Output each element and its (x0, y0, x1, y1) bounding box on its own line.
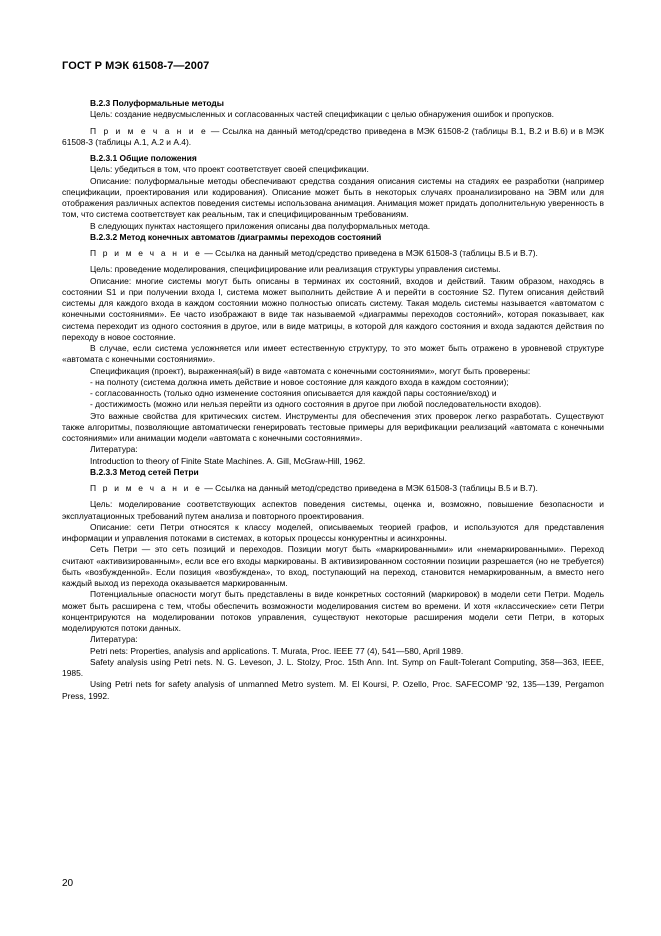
section-heading: В.2.3 Полуформальные методы (90, 98, 224, 108)
note-text: — Ссылка на данный метод/средство приведена в МЭК 61508-3 (таблицы В.5 и В.7). (202, 483, 538, 493)
section-heading: В.2.3.1 Общие положения (90, 153, 197, 163)
body-paragraph: В следующих пунктах настоящего приложения описаны два полуформальных метода. (90, 220, 431, 231)
note-label: П р и м е ч а н и е (90, 483, 203, 493)
body-paragraph: Introduction to theory of Finite State Machines. A. Gill, McGraw-Hill, 1962. (90, 455, 366, 466)
note-paragraph (62, 248, 604, 259)
body-paragraph: Сеть Петри — это сеть позиций и переходов. Позиции могут быть «маркированными» или «немаркированными». Переход считают «активизированным», если все его входы маркированы. В активизированном состоянии позиции разрешается (но не требуется) быть «возбужденной». Если позиция «возбуждена», то вход, поступающий на переход, становится немаркированным, а вместо него каждый выход из перехода оказывается маркированным. (62, 544, 604, 588)
section-heading: В.2.3.2 Метод конечных автоматов /диаграммы переходов состояний (90, 231, 382, 242)
note-paragraph (62, 126, 604, 149)
body-paragraph: Цель: убедиться в том, что проект соответствует своей спецификации. (90, 164, 369, 175)
body-paragraph: Цель: проведение моделирования, специфицирование или реализация структуры управления системы. (90, 264, 501, 275)
note-label: П р и м е ч а н и е (90, 125, 208, 136)
body-paragraph: Потенциальные опасности могут быть представлены в виде конкретных состояний (маркировок) в модели сети Петри. Модель может быть расширена с тем, чтобы обеспечить возможности моделирования систем во времени. И хотя «классические» сети Петри концентрируются на моделировании потоков управления, существуют некоторые расширения модели сети Петри, в которых моделируются потоки данных. (62, 589, 604, 633)
body-paragraph: Safety analysis using Petri nets. N. G. Leveson, J. L. Stolzy, Proc. 15th Ann. Int. Symp on Fault-Tolerant Computing, 358—363, IEEE, 1985. (62, 656, 604, 678)
body-paragraph: - достижимость (можно или нельзя перейти из одного состояния в другое при любой последовательности входов). (90, 399, 542, 410)
body-paragraph: Описание: многие системы могут быть описаны в терминах их состояний, входов и действий. Таким образом, находясь в состоянии S1 и при получении входа I, система может выполнить действие A и перейти в состояние S2. Путем описания действий системы для каждого входа в каждом состоянии можно полностью описать систему. Такая модель системы называется «автоматом с конечными состояниями». Ее часто изображают в виде так называемой «диаграммы переходов состояний», которая показывает, как система переходит из одного состояния в другое, или в виде матрицы, в которой для каждого состояния и входа задаются действия по переходу в новое состояние. (62, 275, 604, 342)
body-paragraph: Это важные свойства для критических систем. Инструменты для обеспечения этих проверок легко разработать. Существуют также алгоритмы, позволяющие автоматически генерировать тестовые примеры для верификации реализаций «автомата с конечными состояниями» или анимации модели «автомата с конечными состояниями». (62, 410, 604, 443)
section-heading: В.2.3.3 Метод сетей Петри (90, 466, 199, 477)
body-paragraph: Описание: сети Петри относятся к классу моделей, описываемых теорией графов, и используются для представления информации и управления потоками в системах, в которых процессы конкурентны и асинхронны. (62, 521, 604, 543)
note-paragraph (62, 483, 604, 494)
body-paragraph: В случае, если система усложняется или имеет естественную структуру, то это может быть отражено в уровневой структуре «автомата с конечными состояниями». (62, 343, 604, 365)
document-header: ГОСТ Р МЭК 61508-7—2007 (62, 60, 210, 72)
document-body (62, 98, 604, 702)
body-paragraph: - согласованность (только одно изменение состояния описывается для каждой пары состояние/вход) и (90, 388, 497, 398)
body-paragraph: Спецификация (проект), выраженная(ый) в виде «автомата с конечными состояниями», могут быть проверены: (90, 365, 531, 376)
body-paragraph: Petri nets: Properties, analysis and applications. T. Murata, Proc. IEEE 77 (4), 541—580, April 1989. (90, 645, 464, 656)
body-paragraph: Using Petri nets for safety analysis of unmanned Metro system. M. El Koursi, P. Ozello, Proc. SAFECOMP '92, 135—139, Pergamon Press, 1992. (62, 679, 604, 701)
note-text: — Ссылка на данный метод/средство приведена в МЭК 61508-2 (таблицы В.1, В.2 и В.6) и в МЭК 61508-3 (таблицы А.1, А.2 и А.4). (62, 125, 604, 147)
body-paragraph: Описание: полуформальные методы обеспечивают средства создания описания системы на стадиях ее разработки (например спецификации, проектирования или кодирования). Описание может быть в некоторых случаях проанализировано на ЭВМ или для отображения различных аспектов поведения системы использована анимация. Анимация может придать дополнительную уверенность в том, что система соответствует как реальным, так и специфицированным требованиям. (62, 175, 604, 220)
body-paragraph: Литература: (90, 634, 138, 645)
page-number: 20 (62, 878, 74, 889)
body-paragraph: Цель: моделирование соответствующих аспектов поведения системы, оценка и, возможно, повышение безопасности и эксплуатационных требований путем анализа и повторного проектирования. (62, 499, 604, 521)
note-text: — Ссылка на данный метод/средство приведена в МЭК 61508-3 (таблицы В.5 и В.7). (202, 248, 538, 258)
body-paragraph: - на полноту (система должна иметь действие и новое состояние для каждого входа в каждом состоянии); (90, 376, 509, 387)
note-label: П р и м е ч а н и е (90, 248, 203, 258)
body-paragraph: Цель: создание недвусмысленных и согласованных частей спецификации с целью обнаружения ошибок и пропусков. (90, 109, 555, 120)
body-paragraph: Литература: (90, 444, 138, 455)
